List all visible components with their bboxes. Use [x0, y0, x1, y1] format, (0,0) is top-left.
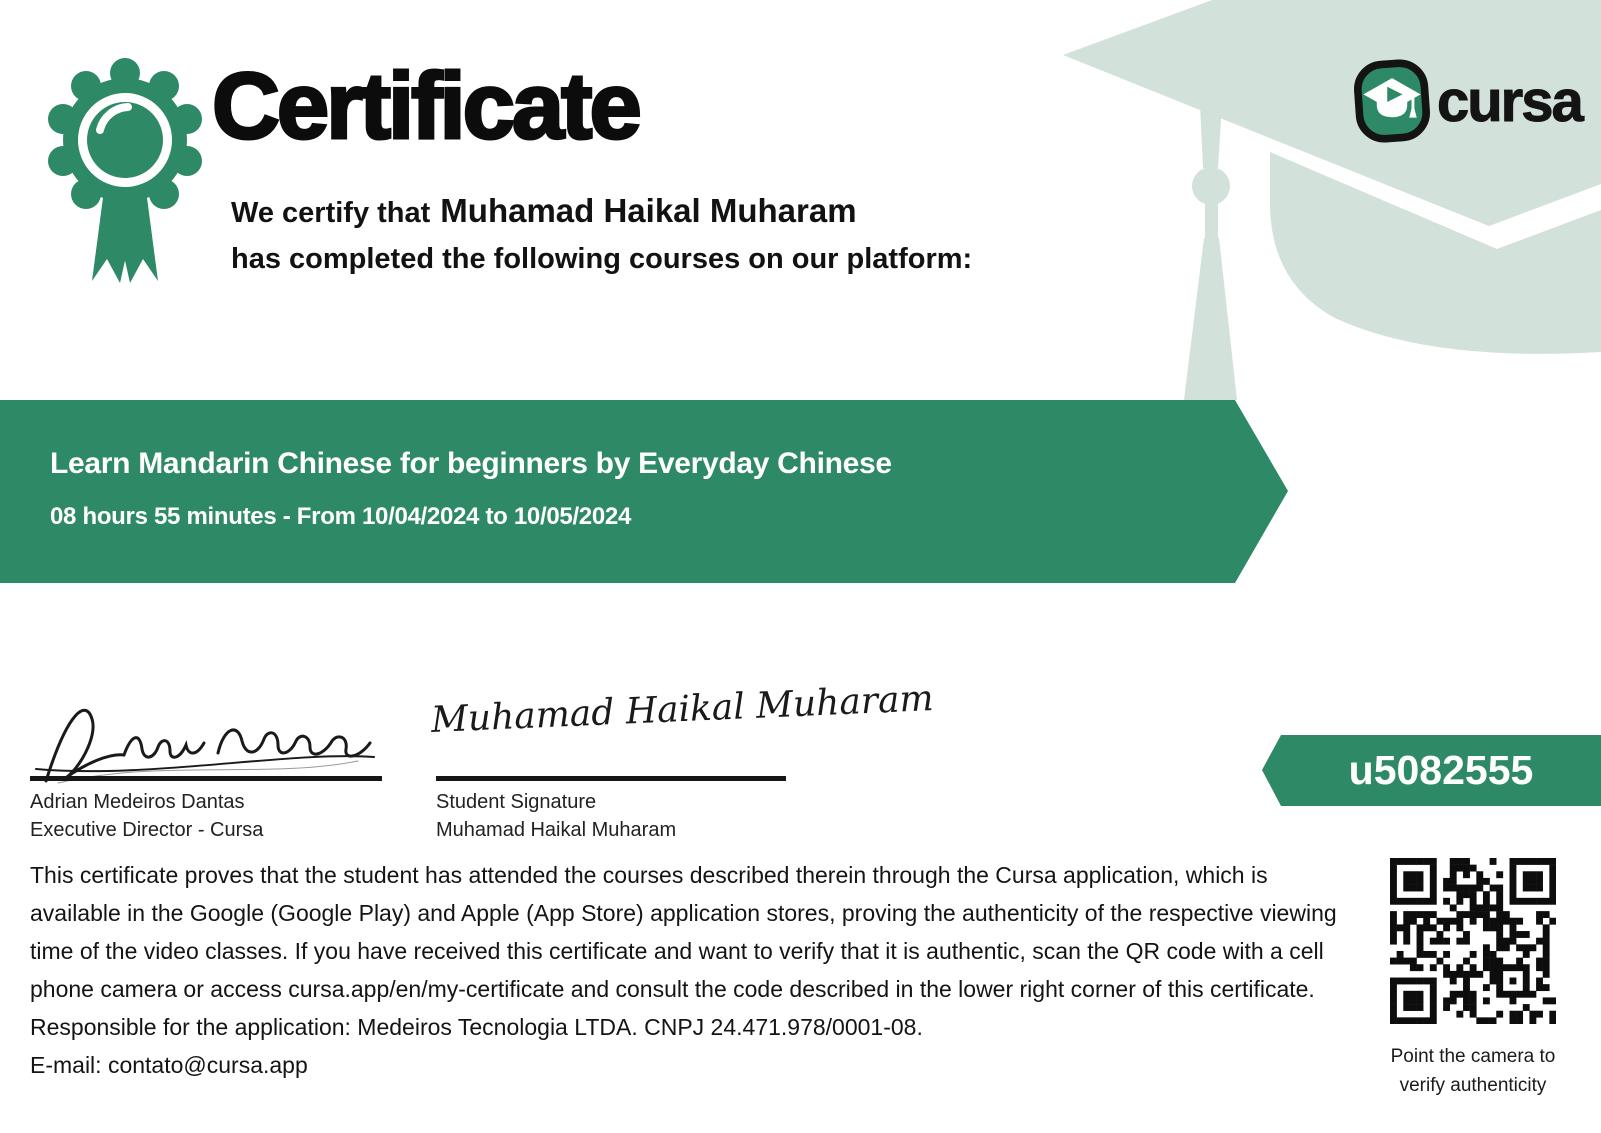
executive-signature-line — [30, 776, 382, 781]
cursa-logo-icon — [1352, 56, 1432, 146]
student-printed-name: Muhamad Haikal Muharam — [436, 819, 677, 841]
page-title: Certificate — [212, 53, 639, 158]
grad-cap-tassel-shape — [1184, 104, 1237, 400]
student-signature-block — [436, 788, 676, 844]
verification-responsible: Responsible for the application: Medeiros Tecnologia LTDA. CNPJ 24.471.978/0001-08. — [30, 1014, 923, 1040]
executive-role: Executive Director - Cursa — [30, 819, 264, 841]
student-name: Muhamad Haikal Muharam — [440, 192, 857, 229]
qr-caption: Point the camera to verify authenticity — [1390, 1046, 1556, 1096]
executive-name: Adrian Medeiros Dantas — [30, 791, 245, 813]
certify-suffix: has completed the following courses on our platform: — [231, 243, 973, 275]
verification-paragraph: This certificate proves that the student has attended the courses described therein through the Cursa application, which is available in the Google (Google Play) and Apple (App Store) application stores, proving the authenticity of the respective viewing time of the video classes. If you have received this certificate and want to verify that it is authentic, scan the QR code with a cell phone camera or access cursa.app/en/my-certificate and consult the code described in the lower right corner of this certificate. — [30, 862, 1337, 1002]
verification-email: E-mail: contato@cursa.app — [30, 1052, 308, 1078]
qr-code — [1390, 858, 1556, 1024]
student-signature-script: Muhamad Haikal Muharam — [430, 678, 935, 741]
course-title: Learn Mandarin Chinese for beginners by Everyday Chinese — [50, 447, 892, 480]
executive-signature-script — [28, 693, 380, 785]
cursa-logo-wordmark: cursa — [1437, 69, 1582, 134]
course-banner-shape — [0, 400, 1288, 583]
executive-signature-block — [30, 788, 263, 844]
certify-statement — [231, 188, 972, 282]
medal-icon — [40, 50, 210, 285]
student-signature-line — [436, 776, 786, 781]
student-signature-label: Student Signature — [436, 791, 597, 813]
course-details: 08 hours 55 minutes - From 10/04/2024 to 10/05/2024 — [50, 503, 631, 530]
certify-prefix: We certify that — [231, 197, 431, 229]
certificate-code: u5082555 — [1348, 747, 1534, 793]
verification-text — [30, 856, 1350, 1084]
